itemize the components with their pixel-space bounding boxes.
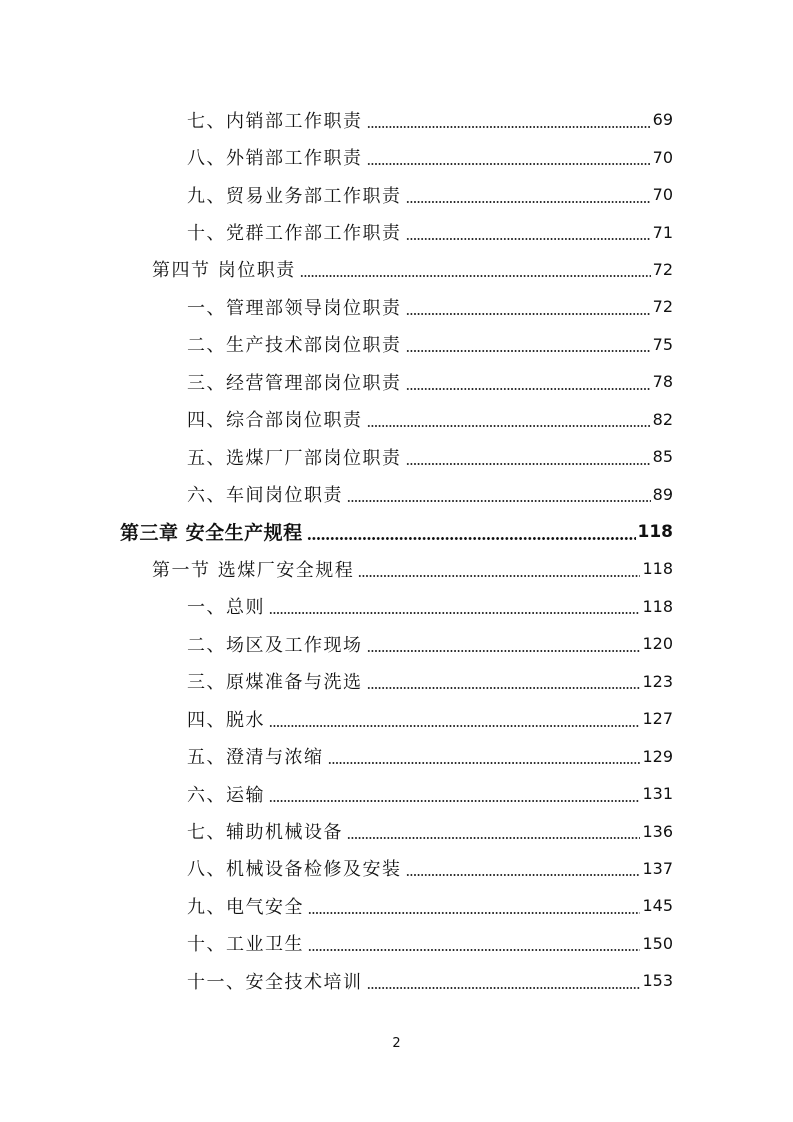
toc-dot-leader [406, 372, 651, 392]
toc-entry-title: 六、车间岗位职责 [187, 485, 343, 507]
toc-dot-leader [367, 147, 651, 167]
toc-entry-title: 四、脱水 [187, 709, 265, 731]
toc-entry-page: 70 [652, 185, 673, 205]
toc-dot-leader [406, 297, 651, 317]
toc-dot-leader [269, 709, 640, 729]
toc-entry[interactable] [0, 962, 793, 999]
toc-entry-page: 145 [642, 896, 673, 916]
toc-dot-leader [367, 671, 641, 691]
toc-dot-leader [269, 596, 640, 616]
toc-entry-page: 137 [642, 858, 673, 878]
toc-dot-leader [406, 334, 651, 354]
toc-dot-leader [347, 484, 651, 504]
toc-entry-page: 118 [642, 559, 673, 579]
toc-entry[interactable] [0, 326, 793, 363]
toc-entry-page: 70 [652, 147, 673, 167]
toc-entry-title: 十、工业卫生 [187, 934, 304, 956]
toc-dot-leader [308, 933, 640, 953]
toc-entry-page: 118 [642, 596, 673, 616]
toc-dot-leader [358, 559, 640, 579]
toc-entry[interactable] [0, 550, 793, 587]
toc-entry-title: 三、原煤准备与洗选 [187, 672, 363, 694]
toc-entry-title: 九、贸易业务部工作职责 [187, 185, 402, 207]
toc-dot-leader [406, 858, 641, 878]
toc-entry-title: 十一、安全技术培训 [187, 971, 363, 993]
toc-entry-page: 78 [652, 372, 673, 392]
toc-entry-title: 一、总则 [187, 597, 265, 619]
toc-entry[interactable] [0, 700, 793, 737]
toc-dot-leader [367, 409, 651, 429]
toc-entry-page: 150 [642, 933, 673, 953]
toc-entry-page: 127 [642, 709, 673, 729]
toc-entry-title: 第一节 选煤厂安全规程 [152, 559, 355, 581]
toc-dot-leader [367, 971, 641, 991]
toc-entry-page: 75 [652, 334, 673, 354]
toc-entry[interactable] [0, 176, 793, 213]
toc-entry-page: 123 [642, 671, 673, 691]
toc-entry-page: 118 [637, 521, 673, 542]
toc-dot-leader [269, 784, 640, 804]
toc-dot-leader [300, 259, 651, 279]
toc-entry-title: 二、场区及工作现场 [187, 634, 363, 656]
toc-entry-title: 一、管理部领导岗位职责 [187, 297, 402, 319]
toc-dot-leader [406, 185, 651, 205]
toc-entry[interactable] [0, 401, 793, 438]
toc-entry[interactable] [0, 251, 793, 288]
toc-entry-title: 五、澄清与浓缩 [187, 747, 324, 769]
toc-entry[interactable] [0, 213, 793, 250]
toc-entry[interactable] [0, 101, 793, 138]
page-number: 2 [392, 1036, 401, 1051]
toc-entry[interactable] [0, 625, 793, 662]
toc-dot-leader [367, 634, 641, 654]
toc-entry-title: 九、电气安全 [187, 896, 304, 918]
toc-entry-page: 120 [642, 634, 673, 654]
toc-entry-title: 二、生产技术部岗位职责 [187, 335, 402, 357]
toc-entry-title: 第三章 安全生产规程 [120, 522, 303, 545]
toc-dot-leader [328, 746, 641, 766]
toc-entry-page: 69 [652, 110, 673, 130]
toc-entry-title: 十、党群工作部工作职责 [187, 223, 402, 245]
toc-entry-page: 136 [642, 821, 673, 841]
toc-entry[interactable] [0, 850, 793, 887]
table-of-contents [0, 101, 793, 1000]
toc-entry-title: 第四节 岗位职责 [152, 260, 296, 282]
toc-entry[interactable] [0, 438, 793, 475]
toc-entry[interactable] [0, 775, 793, 812]
toc-dot-leader [367, 110, 651, 130]
toc-entry[interactable] [0, 475, 793, 512]
toc-entry[interactable] [0, 663, 793, 700]
toc-dot-leader [307, 522, 636, 542]
toc-entry-page: 85 [652, 447, 673, 467]
toc-entry[interactable] [0, 588, 793, 625]
toc-entry[interactable] [0, 288, 793, 325]
toc-entry[interactable] [0, 138, 793, 175]
toc-entry-title: 七、内销部工作职责 [187, 110, 363, 132]
toc-entry-page: 153 [642, 971, 673, 991]
toc-entry-page: 72 [652, 297, 673, 317]
toc-entry-title: 五、选煤厂厂部岗位职责 [187, 447, 402, 469]
toc-entry[interactable] [0, 925, 793, 962]
toc-dot-leader [347, 821, 640, 841]
toc-entry-title: 七、辅助机械设备 [187, 822, 343, 844]
toc-entry-page: 129 [642, 746, 673, 766]
toc-entry-title: 六、运输 [187, 784, 265, 806]
toc-entry[interactable] [0, 363, 793, 400]
toc-entry-page: 89 [652, 484, 673, 504]
toc-entry-title: 三、经营管理部岗位职责 [187, 372, 402, 394]
toc-entry-title: 四、综合部岗位职责 [187, 410, 363, 432]
toc-dot-leader [406, 447, 651, 467]
toc-entry-title: 八、外销部工作职责 [187, 148, 363, 170]
toc-entry-title: 八、机械设备检修及安装 [187, 859, 402, 881]
toc-dot-leader [308, 896, 640, 916]
toc-entry[interactable] [0, 887, 793, 924]
toc-entry[interactable] [0, 737, 793, 774]
toc-entry-page: 71 [652, 222, 673, 242]
toc-entry[interactable] [0, 812, 793, 849]
toc-dot-leader [406, 222, 651, 242]
toc-entry-page: 131 [642, 784, 673, 804]
toc-entry-page: 72 [652, 259, 673, 279]
toc-entry[interactable] [0, 513, 793, 550]
toc-entry-page: 82 [652, 409, 673, 429]
